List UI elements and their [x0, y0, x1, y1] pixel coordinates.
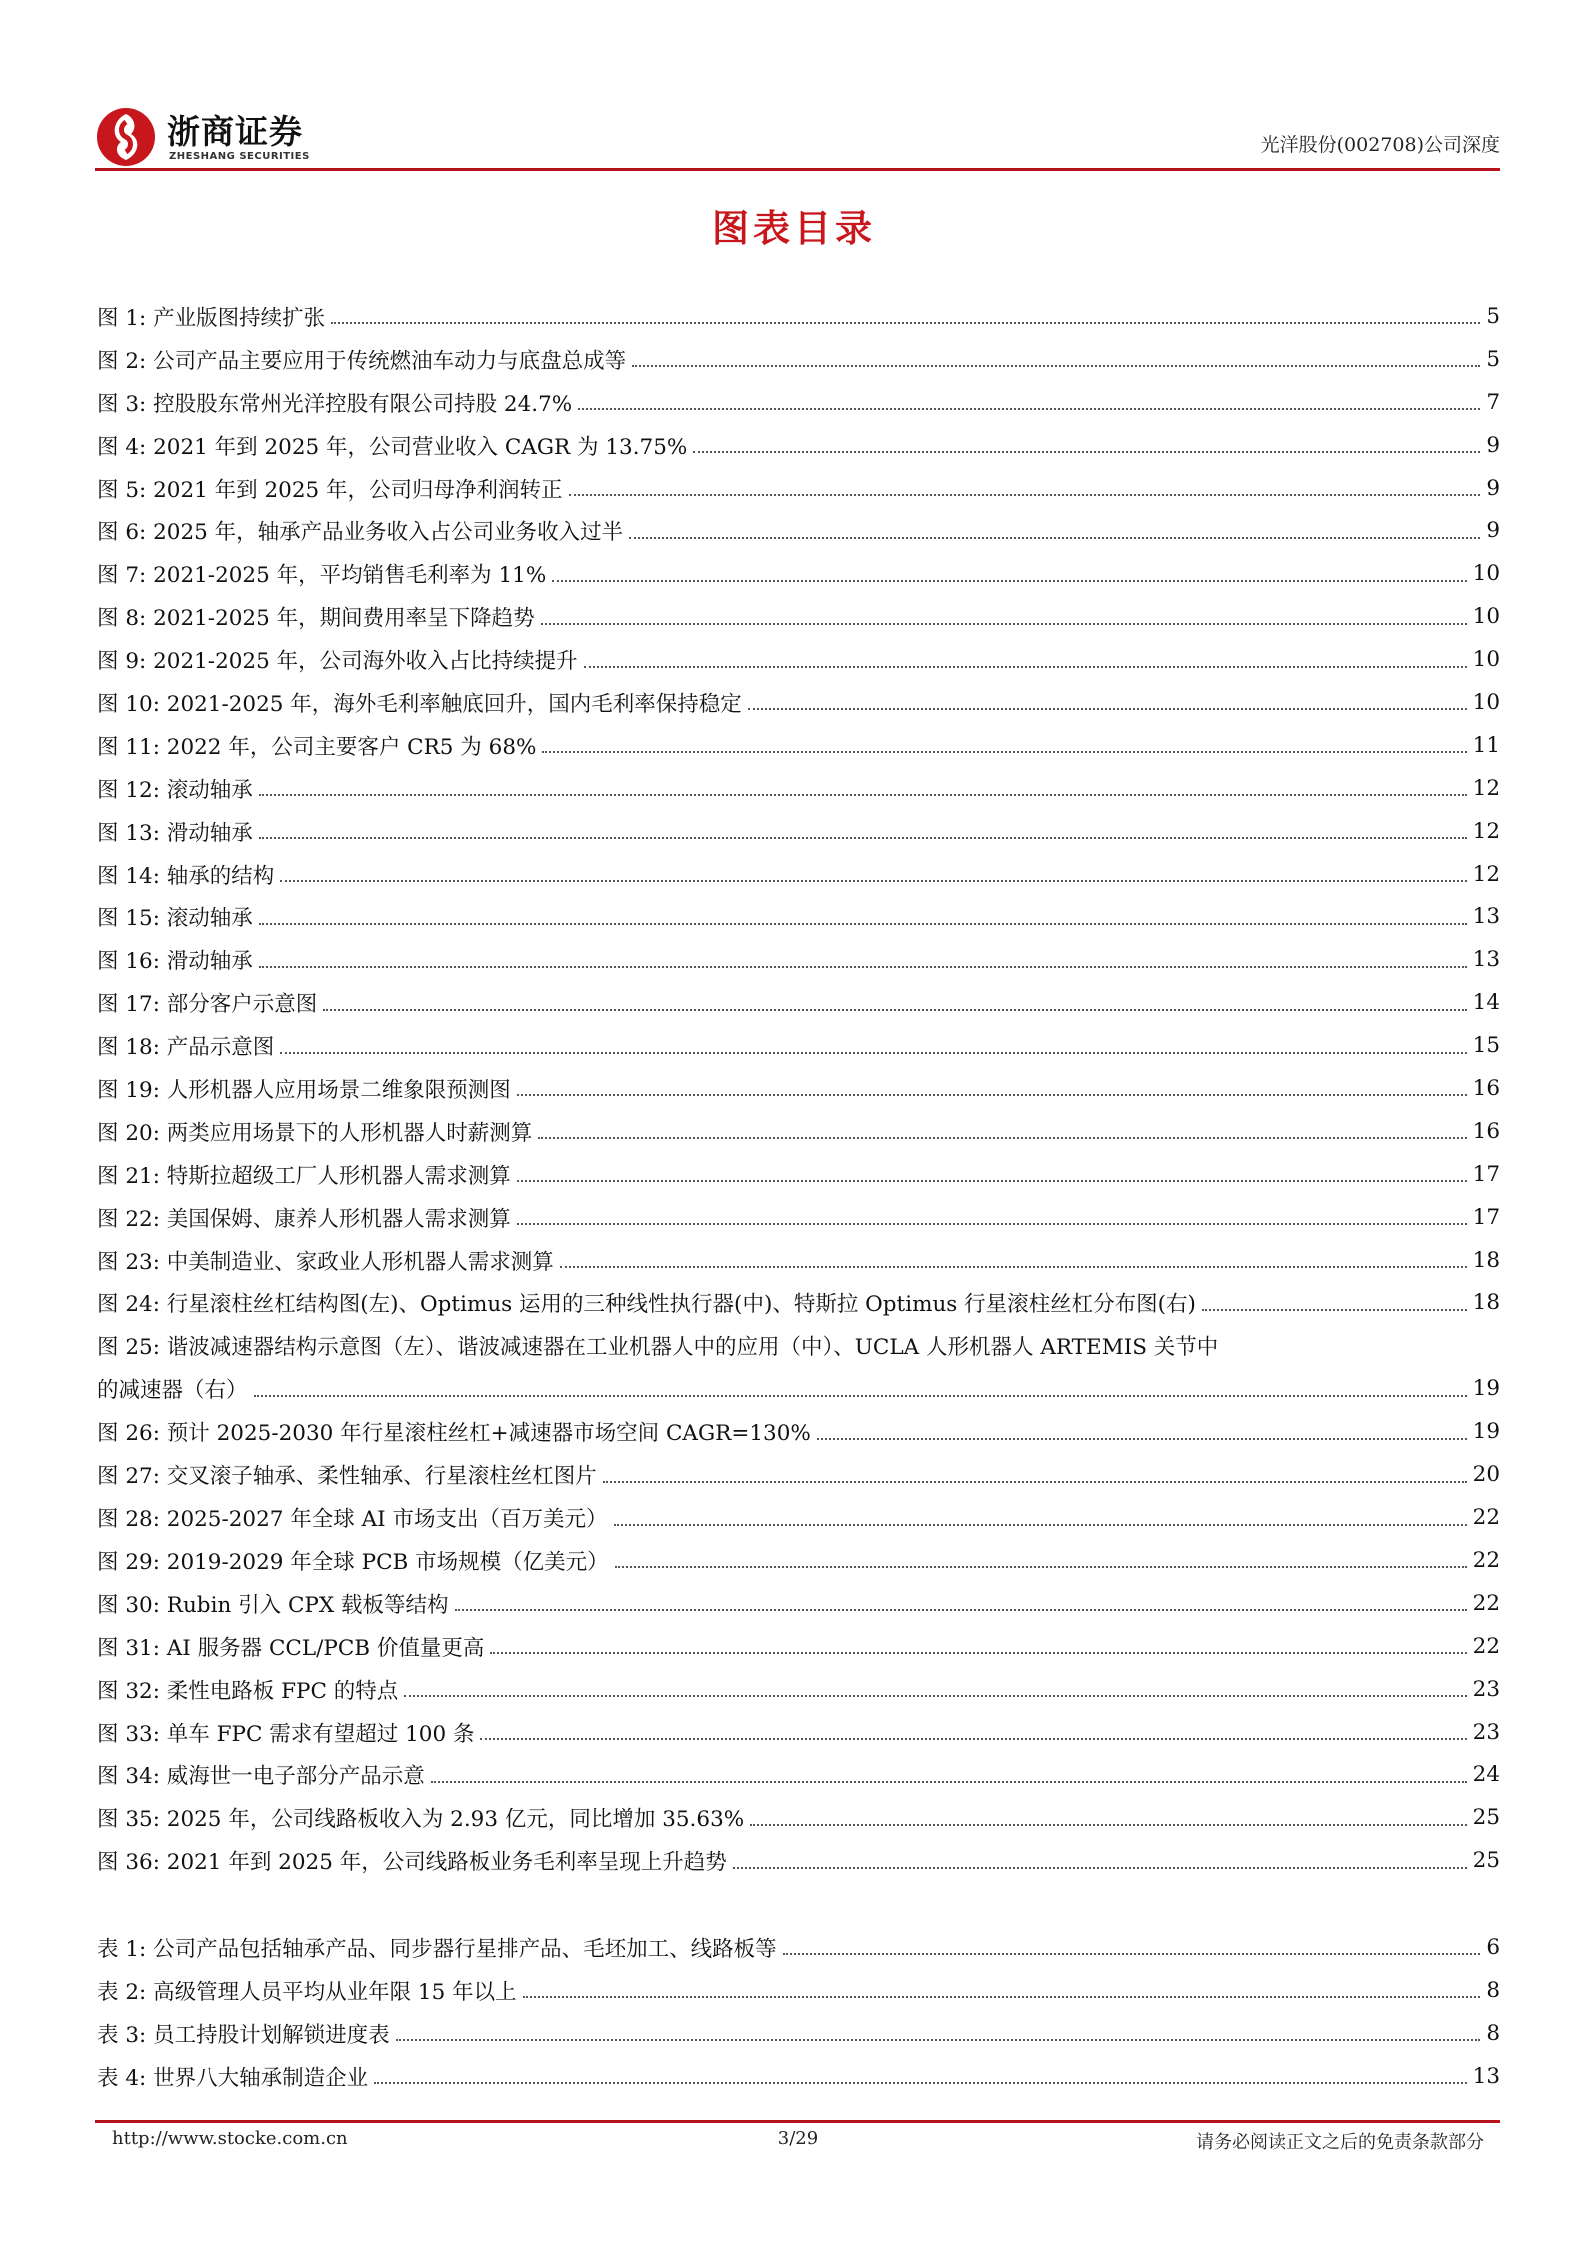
toc-entry[interactable] — [97, 1196, 1500, 1239]
toc-entry-label: 图 28: 2025-2027 年全球 AI 市场支出（百万美元） — [97, 1507, 608, 1533]
toc-entry-label: 图 7: 2021-2025 年，平均销售毛利率为 11% — [97, 563, 547, 589]
toc-entry-label: 图 1: 产业版图持续扩张 — [97, 305, 326, 331]
toc-entry-label: 图 27: 交叉滚子轴承、柔性轴承、行星滚柱丝杠图片 — [97, 1464, 597, 1490]
leader-dots — [1202, 1309, 1467, 1311]
toc-entry-label: 图 2: 公司产品主要应用于传统燃油车动力与底盘总成等 — [97, 348, 627, 374]
toc-entry-page: 22 — [1472, 1633, 1500, 1659]
leader-dots — [541, 623, 1467, 625]
leader-dots — [280, 1052, 1466, 1054]
toc-entry[interactable] — [97, 595, 1500, 638]
toc-entry-label: 图 34: 威海世一电子部分产品示意 — [97, 1764, 425, 1790]
toc-entry-label: 图 16: 滑动轴承 — [97, 949, 253, 975]
leader-dots — [259, 923, 1467, 925]
toc-entry-page: 11 — [1472, 732, 1500, 758]
toc-entry-page: 13 — [1472, 904, 1500, 930]
toc-entry[interactable] — [97, 681, 1500, 724]
header-divider — [95, 168, 1500, 171]
footer-url[interactable]: http://www.stocke.com.cn — [112, 2128, 348, 2149]
toc-entry-label: 图 6: 2025 年，轴承产品业务收入占公司业务收入过半 — [97, 520, 624, 546]
toc-entry[interactable] — [97, 1582, 1500, 1625]
toc-entry-label: 图 8: 2021-2025 年，期间费用率呈下降趋势 — [97, 606, 535, 632]
toc-entry-label: 图 12: 滚动轴承 — [97, 777, 253, 803]
toc-entry[interactable] — [97, 938, 1500, 981]
page-header — [95, 100, 1500, 168]
leader-dots — [693, 451, 1480, 453]
toc-entry-page: 7 — [1486, 389, 1500, 415]
toc-entry[interactable] — [97, 424, 1500, 467]
toc-entry-label: 表 2: 高级管理人员平均从业年限 15 年以上 — [97, 1979, 517, 2005]
toc-entry[interactable] — [97, 724, 1500, 767]
toc-entry-page: 10 — [1472, 689, 1500, 715]
leader-dots — [629, 537, 1480, 539]
toc-entry-label: 图 15: 滚动轴承 — [97, 906, 253, 932]
leader-dots — [323, 1009, 1466, 1011]
toc-entry-label: 图 13: 滑动轴承 — [97, 820, 253, 846]
toc-entry[interactable] — [97, 552, 1500, 595]
toc-entry-label: 图 21: 特斯拉超级工厂人形机器人需求测算 — [97, 1163, 511, 1189]
toc-entry-page: 17 — [1472, 1204, 1500, 1230]
leader-dots — [578, 408, 1480, 410]
toc-entry-label: 图 33: 单车 FPC 需求有望超过 100 条 — [97, 1721, 475, 1747]
toc-entry-page: 18 — [1472, 1247, 1500, 1273]
report-title: 光洋股份(002708)公司深度 — [1260, 134, 1500, 156]
toc-entry-label: 图 23: 中美制造业、家政业人形机器人需求测算 — [97, 1249, 554, 1275]
toc-entry-page: 19 — [1472, 1376, 1500, 1402]
toc-entry-page: 8 — [1486, 2020, 1500, 2046]
toc-entry[interactable] — [97, 509, 1500, 552]
toc-entry-page: 5 — [1486, 346, 1500, 372]
toc-entry[interactable] — [97, 295, 1500, 338]
toc-entry[interactable] — [97, 853, 1500, 896]
figure-list — [97, 295, 1500, 1882]
toc-entry[interactable] — [97, 1153, 1500, 1196]
leader-dots — [523, 1996, 1481, 1998]
toc-entry[interactable] — [97, 1796, 1500, 1839]
leader-dots — [259, 837, 1467, 839]
toc-entry-page: 10 — [1472, 647, 1500, 673]
leader-dots — [542, 751, 1466, 753]
toc-entry-page: 10 — [1472, 604, 1500, 630]
leader-dots — [632, 365, 1480, 367]
leader-dots — [603, 1481, 1467, 1483]
leader-dots — [560, 1266, 1467, 1268]
toc-entry-page: 25 — [1472, 1848, 1500, 1874]
toc-entry-label: 图 31: AI 服务器 CCL/PCB 价值量更高 — [97, 1635, 485, 1661]
toc-entry[interactable] — [97, 810, 1500, 853]
leader-dots — [259, 794, 1467, 796]
leader-dots — [517, 1094, 1467, 1096]
toc-entry-label: 图 9: 2021-2025 年，公司海外收入占比持续提升 — [97, 649, 578, 675]
leader-dots — [783, 1953, 1481, 1955]
toc-entry[interactable] — [97, 1453, 1500, 1496]
toc-entry[interactable] — [97, 1067, 1500, 1110]
toc-entry-label: 图 3: 控股股东常州光洋控股有限公司持股 24.7% — [97, 391, 573, 417]
toc-entry-label: 表 3: 员工持股计划解锁进度表 — [97, 2022, 390, 2048]
toc-entry[interactable] — [97, 1024, 1500, 1067]
leader-dots — [517, 1223, 1467, 1225]
toc-entry-page: 25 — [1472, 1805, 1500, 1831]
toc-entry-label: 图 10: 2021-2025 年，海外毛利率触底回升，国内毛利率保持稳定 — [97, 691, 742, 717]
toc-entry-page: 9 — [1486, 518, 1500, 544]
footer-divider — [95, 2120, 1500, 2123]
toc-entry-label: 图 36: 2021 年到 2025 年，公司线路板业务毛利率呈现上升趋势 — [97, 1850, 727, 1876]
toc-entry-page: 13 — [1472, 947, 1500, 973]
leader-dots — [614, 1524, 1467, 1526]
toc-entry[interactable] — [97, 1496, 1500, 1539]
toc-entry[interactable] — [97, 981, 1500, 1024]
toc-entry-label: 图 20: 两类应用场景下的人形机器人时薪测算 — [97, 1120, 533, 1146]
toc-entry-page: 12 — [1472, 775, 1500, 801]
toc-entry[interactable] — [97, 1281, 1500, 1324]
toc-entry-label: 图 32: 柔性电路板 FPC 的特点 — [97, 1678, 399, 1704]
toc-entry-label: 图 5: 2021 年到 2025 年，公司归母净利润转正 — [97, 477, 563, 503]
page-number: 3/29 — [777, 2128, 819, 2149]
toc-entry-page: 12 — [1472, 861, 1500, 887]
toc-entry-page: 16 — [1472, 1075, 1500, 1101]
leader-dots — [517, 1180, 1467, 1182]
toc-entry-page: 8 — [1486, 1977, 1500, 2003]
leader-dots — [431, 1781, 1467, 1783]
toc-entry-page: 13 — [1472, 2063, 1500, 2089]
toc-entry[interactable] — [97, 1668, 1500, 1711]
page-title: 图表目录 — [712, 207, 876, 250]
toc-entry[interactable] — [97, 1969, 1500, 2012]
leader-dots — [750, 1824, 1466, 1826]
leader-dots — [396, 2039, 1481, 2041]
toc-entry[interactable] — [97, 1239, 1500, 1282]
toc-entry[interactable] — [97, 1539, 1500, 1582]
leader-dots — [552, 580, 1466, 582]
toc-entry-label: 图 29: 2019-2029 年全球 PCB 市场规模（亿美元） — [97, 1549, 609, 1575]
toc-entry-page: 24 — [1472, 1762, 1500, 1788]
toc-entry[interactable] — [97, 381, 1500, 424]
toc-entry-label: 图 11: 2022 年，公司主要客户 CR5 为 68% — [97, 734, 537, 760]
toc-entry-label: 图 17: 部分客户示意图 — [97, 992, 318, 1018]
toc-entry-page: 22 — [1472, 1505, 1500, 1531]
toc-entry-page: 17 — [1472, 1161, 1500, 1187]
leader-dots — [259, 966, 1467, 968]
toc-entry[interactable] — [97, 1754, 1500, 1797]
leader-dots — [254, 1395, 1467, 1397]
toc-entry-page: 22 — [1472, 1590, 1500, 1616]
leader-dots — [490, 1652, 1466, 1654]
toc-entry-page: 23 — [1472, 1676, 1500, 1702]
toc-entry[interactable] — [97, 1110, 1500, 1153]
logo-subtext: ZHESHANG SECURITIES — [169, 151, 310, 162]
toc-entry-label: 图 35: 2025 年，公司线路板收入为 2.93 亿元，同比增加 35.63% — [97, 1807, 745, 1833]
leader-dots — [817, 1438, 1467, 1440]
toc-entry[interactable] — [97, 767, 1500, 810]
toc-entry[interactable] — [97, 895, 1500, 938]
footer-disclaimer: 请务必阅读正文之后的免责条款部分 — [1196, 2132, 1484, 2153]
leader-dots — [748, 708, 1467, 710]
toc-entry-page: 10 — [1472, 561, 1500, 587]
toc-entry-page: 22 — [1472, 1547, 1500, 1573]
logo-text: 浙商证券 — [167, 112, 303, 151]
toc-entry-page: 15 — [1472, 1033, 1500, 1059]
toc-entry-page: 6 — [1486, 1934, 1500, 1960]
toc-entry[interactable] — [97, 1839, 1500, 1882]
toc-entry-label: 表 4: 世界八大轴承制造企业 — [97, 2065, 369, 2091]
leader-dots — [404, 1695, 1466, 1697]
toc-entry[interactable] — [97, 2055, 1500, 2098]
toc-entry[interactable] — [97, 2012, 1500, 2055]
toc-entry-label: 图 25: 谐波减速器结构示意图（左）、谐波减速器在工业机器人中的应用（中）、UCLA 人形机器人 ARTEMIS 关节中 — [97, 1335, 1219, 1361]
toc-entry-label: 的减速器（右） — [97, 1378, 248, 1404]
toc-entry-label: 表 1: 公司产品包括轴承产品、同步器行星排产品、毛坯加工、线路板等 — [97, 1936, 777, 1962]
leader-dots — [455, 1609, 1467, 1611]
leader-dots — [584, 666, 1467, 668]
toc-entry[interactable] — [97, 1410, 1500, 1453]
toc-entry[interactable] — [97, 467, 1500, 510]
toc-entry-label: 图 18: 产品示意图 — [97, 1035, 275, 1061]
toc-entry-page: 14 — [1472, 990, 1500, 1016]
toc-entry[interactable] — [97, 1711, 1500, 1754]
toc-entry-label: 图 24: 行星滚柱丝杠结构图(左)、Optimus 运用的三种线性执行器(中)、特斯拉 Optimus 行星滚柱丝杠分布图(右) — [97, 1292, 1196, 1318]
toc-entry-page: 18 — [1472, 1290, 1500, 1316]
toc-entry-label: 图 22: 美国保姆、康养人形机器人需求测算 — [97, 1206, 511, 1232]
toc-entry-page: 5 — [1486, 303, 1500, 329]
toc-entry-page: 16 — [1472, 1118, 1500, 1144]
toc-entry-page: 23 — [1472, 1719, 1500, 1745]
toc-entry-label: 图 26: 预计 2025-2030 年行星滚柱丝杠+减速器市场空间 CAGR=130% — [97, 1421, 811, 1447]
leader-dots — [480, 1738, 1466, 1740]
logo-mark-icon — [95, 106, 157, 168]
leader-dots — [569, 494, 1481, 496]
leader-dots — [331, 322, 1480, 324]
toc-entry-page: 9 — [1486, 475, 1500, 501]
toc-entry[interactable] — [97, 1926, 1500, 1969]
company-logo — [95, 106, 335, 166]
toc-entry-page: 19 — [1472, 1419, 1500, 1445]
toc-entry-page: 12 — [1472, 818, 1500, 844]
toc-entry[interactable] — [97, 338, 1500, 381]
leader-dots — [733, 1867, 1467, 1869]
toc-entry-page: 20 — [1472, 1462, 1500, 1488]
toc-entry[interactable] — [97, 1324, 1500, 1410]
toc-entry[interactable] — [97, 1625, 1500, 1668]
toc-entry-label: 图 4: 2021 年到 2025 年，公司营业收入 CAGR 为 13.75% — [97, 434, 688, 460]
table-list — [97, 1926, 1500, 2098]
leader-dots — [280, 880, 1466, 882]
toc-entry-label: 图 19: 人形机器人应用场景二维象限预测图 — [97, 1077, 511, 1103]
toc-entry[interactable] — [97, 638, 1500, 681]
toc-entry-label: 图 30: Rubin 引入 CPX 载板等结构 — [97, 1592, 449, 1618]
toc-entry-label: 图 14: 轴承的结构 — [97, 863, 275, 889]
toc-entry-page: 9 — [1486, 432, 1500, 458]
leader-dots — [615, 1566, 1467, 1568]
leader-dots — [538, 1137, 1466, 1139]
leader-dots — [374, 2082, 1467, 2084]
